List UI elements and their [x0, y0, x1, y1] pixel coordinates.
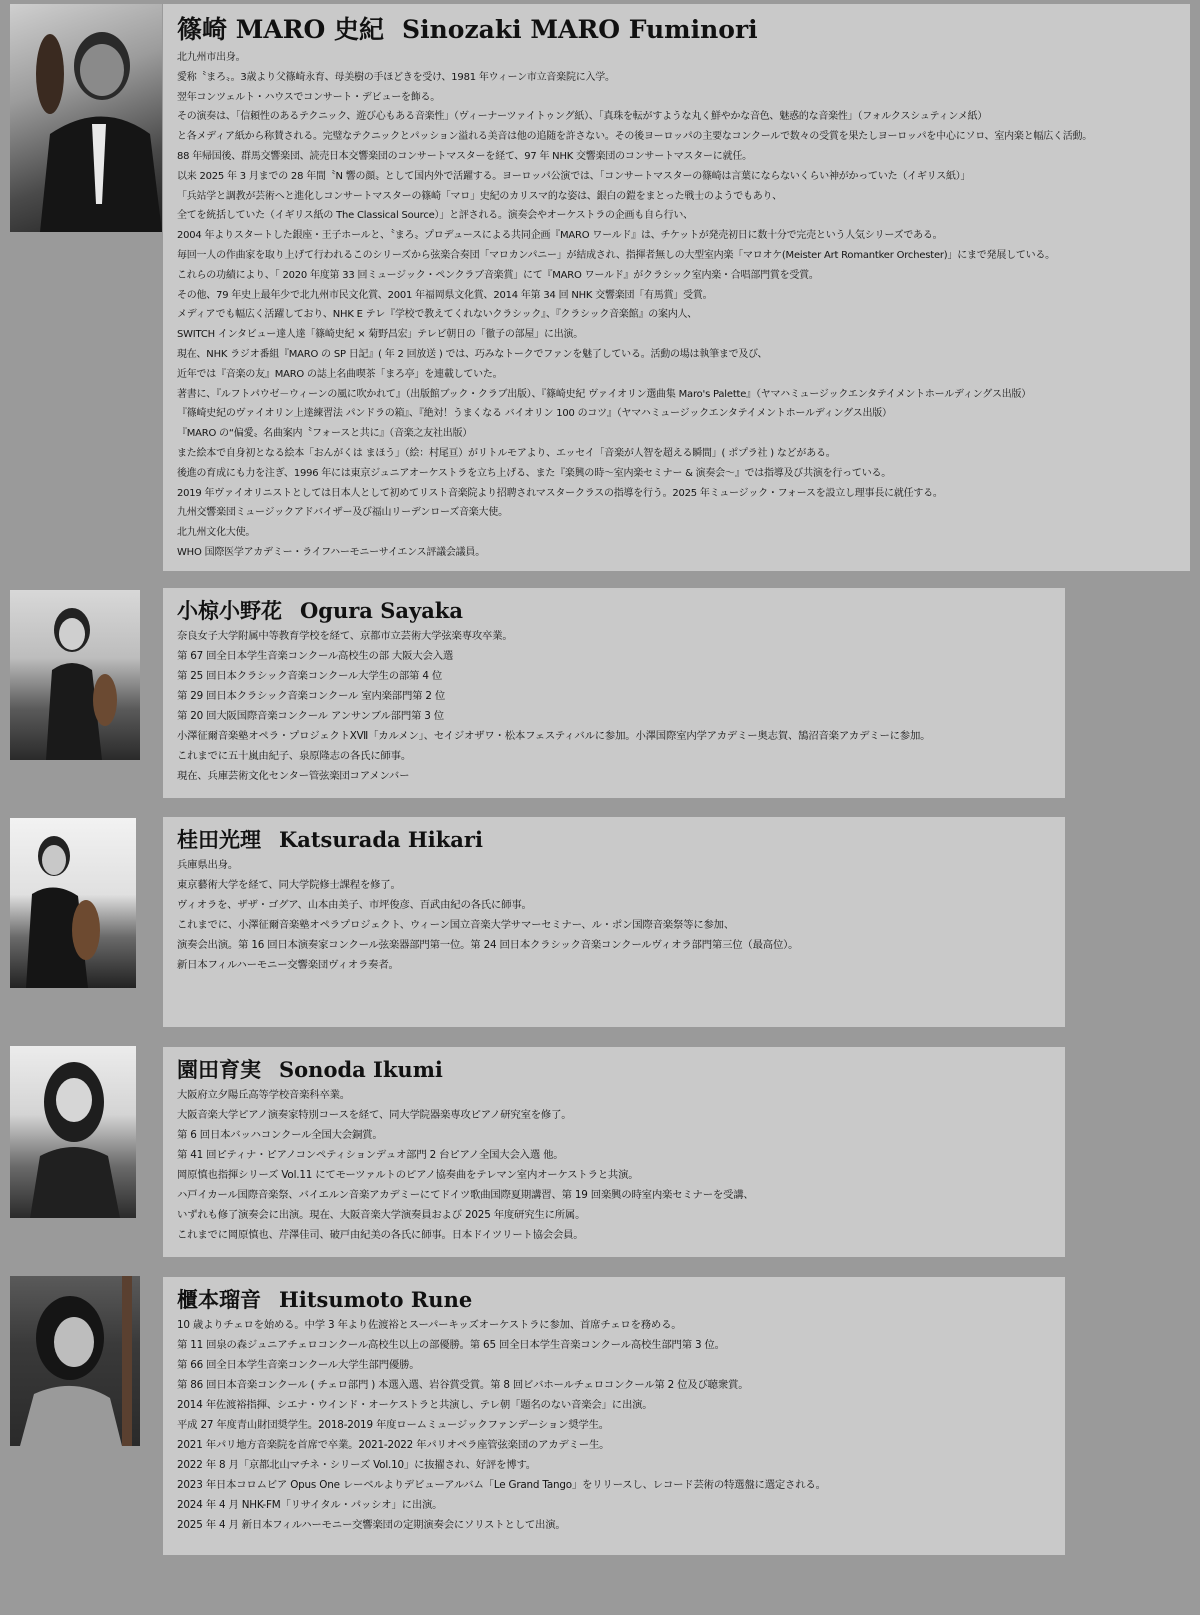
name-ja: 櫃本瑠音 — [177, 1287, 261, 1312]
bio-line: その他、79 年史上最年少で北九州市民文化賞、2001 年福岡県文化賞、2014 年第 34 回 NHK 交響楽団「有馬賞」受賞。 — [177, 289, 713, 301]
bio-line: 九州交響楽団ミュージックアドバイザー及び福山リーデンローズ音楽大使。 — [177, 507, 508, 519]
bio-line: 岡原慎也指揮シリーズ Vol.11 にてモーツァルトのピアノ協奏曲をテレマン室内オーケストラと共演。 — [177, 1169, 639, 1181]
portrait-photo-3 — [10, 818, 136, 988]
name-ja: 篠崎 MARO 史紀 — [177, 15, 385, 44]
bio-line: これらの功績により、「 2020 年度第 33 回ミュージック・ペンクラブ音楽賞」にて『MARO ワールド』がクラシック室内楽・合唱部門賞を受賞。 — [177, 269, 819, 281]
bio-list-2 — [177, 626, 1055, 786]
profile-name-4 — [177, 1055, 1055, 1085]
bio-line: 現在、NHK ラジオ番組『MARO の SP 日記』( 年 2 回放送 ) では、巧みなトークでファンを魅了している。活動の場は執筆まで及び、 — [177, 348, 768, 360]
portrait-photo-1 — [10, 4, 162, 232]
name-ja: 園田育実 — [177, 1057, 261, 1082]
bio-line: 第 29 回日本クラシック音楽コンクール 室内楽部門第 2 位 — [177, 690, 446, 702]
bio-line: メディアでも幅広く活躍しており、NHK E テレ『学校で教えてくれないクラシック』、『クラシック音楽館』の案内人、 — [177, 309, 698, 321]
bio-line: 奈良女子大学附属中等教育学校を経て、京都市立芸術大学弦楽専攻卒業。 — [177, 630, 513, 642]
bio-line: 2022 年 8 月「京都北山マチネ・シリーズ Vol.10」に抜擢され、好評を博す。 — [177, 1459, 536, 1471]
portrait-photo-4 — [10, 1046, 136, 1218]
bio-line: ハ戸イカール国際音楽祭、バイエルン音楽アカデミーにてドイツ歌曲国際夏期講習、第 19 回楽興の時室内楽セミナーを受講、 — [177, 1189, 754, 1201]
cellist-silhouette-icon — [10, 1276, 140, 1446]
profile-name-5 — [177, 1285, 1055, 1315]
profile-card-5 — [163, 1277, 1065, 1555]
portrait-photo-2 — [10, 590, 140, 760]
bio-line: 後進の育成にも力を注ぎ、1996 年には東京ジュニアオーケストラを立ち上げる、また『楽興の時～室内楽セミナー & 演奏会～』では指導及び共演を行っている。 — [177, 467, 891, 479]
bio-line: 北九州文化大使。 — [177, 527, 256, 539]
violinist-silhouette-icon — [10, 4, 162, 232]
violist-silhouette-icon — [10, 818, 136, 988]
bio-line: これまでに岡原慎也、芹澤佳司、破戸由紀美の各氏に師事。日本ドイツリート協会会員。 — [177, 1229, 584, 1241]
bio-line: 2004 年よりスタートした銀座・王子ホールと、〝まろ〟プロデュースによる共同企画『MARO ワールド』は、チケットが発売初日に数十分で完売という人気シリーズである。 — [177, 230, 943, 242]
violinist-silhouette-icon — [10, 590, 140, 760]
profile-name-3 — [177, 825, 1055, 855]
profile-card-4 — [163, 1047, 1065, 1257]
profile-name-1 — [177, 12, 1180, 48]
bio-line: 88 年帰国後、群馬交響楽団、読売日本交響楽団のコンサートマスターを経て、97 年 NHK 交響楽団のコンサートマスターに就任。 — [177, 150, 752, 162]
name-ja: 小椋小野花 — [177, 598, 282, 623]
name-en: Ogura Sayaka — [300, 598, 463, 623]
name-en: Sinozaki MARO Fuminori — [402, 15, 758, 44]
bio-line: 『篠崎史紀のヴァイオリン上達練習法 パンドラの箱』、『絶対！うまくなる バイオリン 100 のコツ』（ヤマハミュージックエンタテイメントホールディングス出版） — [177, 408, 892, 420]
bio-line: 「兵站学と調教が芸術へと進化しコンサートマスターの篠崎「マロ」史紀のカリスマ的な姿は、銀白の鎧をまとった戦士のようでもあり、 — [177, 190, 783, 202]
bio-line: WHO 国際医学アカデミー・ライフハーモニーサイエンス評議会議員。 — [177, 546, 485, 558]
portrait-photo-5 — [10, 1276, 140, 1446]
profile-card-2 — [163, 588, 1065, 798]
bio-line: ヴィオラを、ザザ・ゴグア、山本由美子、市坪俊彦、百武由紀の各氏に師事。 — [177, 899, 532, 911]
bio-line: いずれも修了演奏会に出演。現在、大阪音楽大学演奏員および 2025 年度研究生に所属。 — [177, 1209, 586, 1221]
profile-name-2 — [177, 596, 1055, 626]
bio-line: 著書に、『ルフトパウゼ－ウィーンの風に吹かれて』（出版館ブック・クラブ出版）、『篠崎史紀 ヴァイオリン選曲集 Maro's Palette』（ヤマハミュージックエンタテイメントホールディングス出版） — [177, 388, 1032, 400]
pianist-silhouette-icon — [10, 1046, 136, 1218]
bio-line: 演奏会出演。第 16 回日本演奏家コンクール弦楽器部門第一位。第 24 回日本クラシック音楽コンクールヴィオラ部門第三位（最高位）。 — [177, 939, 799, 951]
bio-line: 第 41 回ピティナ・ピアノコンペティションデュオ部門 2 台ピアノ全国大会入選 他。 — [177, 1149, 564, 1161]
bio-line: その演奏は、「信頼性のあるテクニック、遊び心もある音楽性」（ヴィーナーツァイトゥング紙）、「真珠を転がすような丸く鮮やかな音色、魅惑的な音楽性」（フォルクスシュティンメ紙） — [177, 111, 988, 123]
bio-line: 2025 年 4 月 新日本フィルハーモニー交響楽団の定期演奏会にソリストとして出演。 — [177, 1519, 566, 1531]
bio-line: 2019 年ヴァイオリニストとしては日本人として初めてリスト音楽院より招聘されマスタークラスの指導を行う。2025 年ミュージック・フォースを設立し理事長に就任する。 — [177, 487, 943, 499]
name-en: Sonoda Ikumi — [279, 1057, 443, 1082]
name-en: Katsurada Hikari — [279, 827, 483, 852]
bio-line: 2024 年 4 月 NHK-FM「リサイタル・パッシオ」に出演。 — [177, 1499, 443, 1511]
bio-list-3 — [177, 855, 1055, 975]
bio-line: 第 25 回日本クラシック音楽コンクール大学生の部第 4 位 — [177, 670, 442, 682]
bio-line: 2021 年パリ地方音楽院を首席で卒業。2021-2022 年パリオペラ座管弦楽団のアカデミー生。 — [177, 1439, 610, 1451]
bio-line: 愛称〝まろ〟。3歳より父篠崎永育、母美樹の手ほどきを受け、1981 年ウィーン市立音楽院に入学。 — [177, 71, 615, 83]
bio-line: 10 歳よりチェロを始める。中学 3 年より佐渡裕とスーパーキッズオーケストラに参加、首席チェロを務める。 — [177, 1319, 682, 1331]
bio-line: 第 86 回日本音楽コンクール ( チェロ部門 ) 本選入選、岩谷賞受賞。第 8 回ビバホールチェロコンクール第 2 位及び聴衆賞。 — [177, 1379, 749, 1391]
bio-line: これまでに五十嵐由紀子、泉原隆志の各氏に師事。 — [177, 750, 412, 762]
bio-line: 2023 年日本コロムビア Opus One レーベルよりデビューアルバム「Le Grand Tango」をリリースし、レコード芸術の特選盤に選定される。 — [177, 1479, 826, 1491]
bio-line: 第 66 回全日本学生音楽コンクール大学生部門優勝。 — [177, 1359, 420, 1371]
bio-line: 以来 2025 年 3 月までの 28 年間〝N 響の顔〟として国内外で活躍する。ヨーロッパ公演では、「コンサートマスターの篠崎は言葉にならないくらい神がかっていた（イギリス紙）」 — [177, 170, 971, 182]
bio-line: 第 67 回全日本学生音楽コンクール高校生の部 大阪大会入選 — [177, 650, 454, 662]
profile-card-3 — [163, 817, 1065, 1027]
name-ja: 桂田光理 — [177, 827, 261, 852]
bio-line: SWITCH インタビュー達人達「篠崎史紀 × 菊野昌宏」テレビ朝日の「徹子の部屋」に出演。 — [177, 329, 584, 341]
bio-list-1 — [177, 48, 1180, 563]
bio-line: 大阪府立夕陽丘高等学校音楽科卒業。 — [177, 1089, 350, 1101]
bio-list-4 — [177, 1085, 1055, 1245]
bio-line: 東京藝術大学を経て、同大学院修士課程を修了。 — [177, 879, 401, 891]
bio-line: 大阪音楽大学ピアノ演奏家特別コースを経て、同大学院器楽専攻ピアノ研究室を修了。 — [177, 1109, 572, 1121]
bio-list-5 — [177, 1315, 1055, 1535]
bio-line: 全てを統括していた（イギリス紙の The Classical Source）」と評される。演奏会やオーケストラの企画も自ら行い、 — [177, 210, 693, 222]
bio-line: 現在、兵庫芸術文化センター管弦楽団コアメンバー — [177, 770, 410, 782]
bio-line: 兵庫県出身。 — [177, 859, 239, 871]
bio-line: 北九州市出身。 — [177, 52, 246, 63]
bio-line: 2014 年佐渡裕指揮、シエナ・ウインド・オーケストラと共演し、テレ朝「題名のない音楽会」に出演。 — [177, 1399, 653, 1411]
profile-card-1 — [163, 4, 1190, 571]
bio-line: 第 11 回泉の森ジュニアチェロコンクール高校生以上の部優勝。第 65 回全日本学生音楽コンクール高校生部門第 3 位。 — [177, 1339, 725, 1351]
bio-line: 『MARO の“偏愛〟名曲案内〝フォースと共に』（音楽之友社出版） — [177, 428, 473, 440]
bio-line: 翌年コンツェルト・ハウスでコンサート・デビューを飾る。 — [177, 91, 441, 103]
bio-line: 第 6 回日本バッハコンクール全国大会銅賞。 — [177, 1129, 383, 1141]
bio-line: 近年では『音楽の友』MARO の誌上名曲喫茶「まろ亭」を連載していた。 — [177, 368, 503, 380]
name-en: Hitsumoto Rune — [279, 1287, 473, 1312]
bio-line: 新日本フィルハーモニー交響楽団ヴィオラ奏者。 — [177, 959, 399, 971]
bio-line: と各メディア紙から称賛される。完璧なテクニックとパッション溢れる美音は他の追随を許さない。その後ヨーロッパの主要なコンクールで数々の受賞を果たしヨーロッパを中心にソロ、室内楽と幅広く活動。 — [177, 131, 1093, 143]
bio-line: これまでに、小澤征爾音楽塾オペラプロジェクト、ウィーン国立音楽大学サマーセミナー、ル・ポン国際音楽祭等に参加、 — [177, 919, 735, 931]
bio-line: また絵本で自身初となる絵本「おんがくは まほう」（絵：村尾亘）がリトルモアより、エッセイ「音楽が人智を超える瞬間」( ポプラ社 ) などがある。 — [177, 447, 836, 459]
bio-line: 毎回一人の作曲家を取り上げて行われるこのシリーズから弦楽合奏団「マロカンパニー」が結成され、指揮者無しの大型室内楽「マロオケ(Meister Art Romantker Orchester)」にまで発展している。 — [177, 249, 1055, 261]
bio-line: 平成 27 年度青山財団奨学生。2018-2019 年度ロームミュージックファンデーション奨学生。 — [177, 1419, 609, 1431]
bio-line: 第 20 回大阪国際音楽コンクール アンサンブル部門第 3 位 — [177, 710, 444, 722]
bio-line: 小澤征爾音楽塾オペラ・プロジェクトⅩⅦ「カルメン」、セイジオザワ・松本フェスティバルに参加。小澤国際室内学アカデミー奥志賀、鵠沼音楽アカデミーに参加。 — [177, 730, 931, 742]
